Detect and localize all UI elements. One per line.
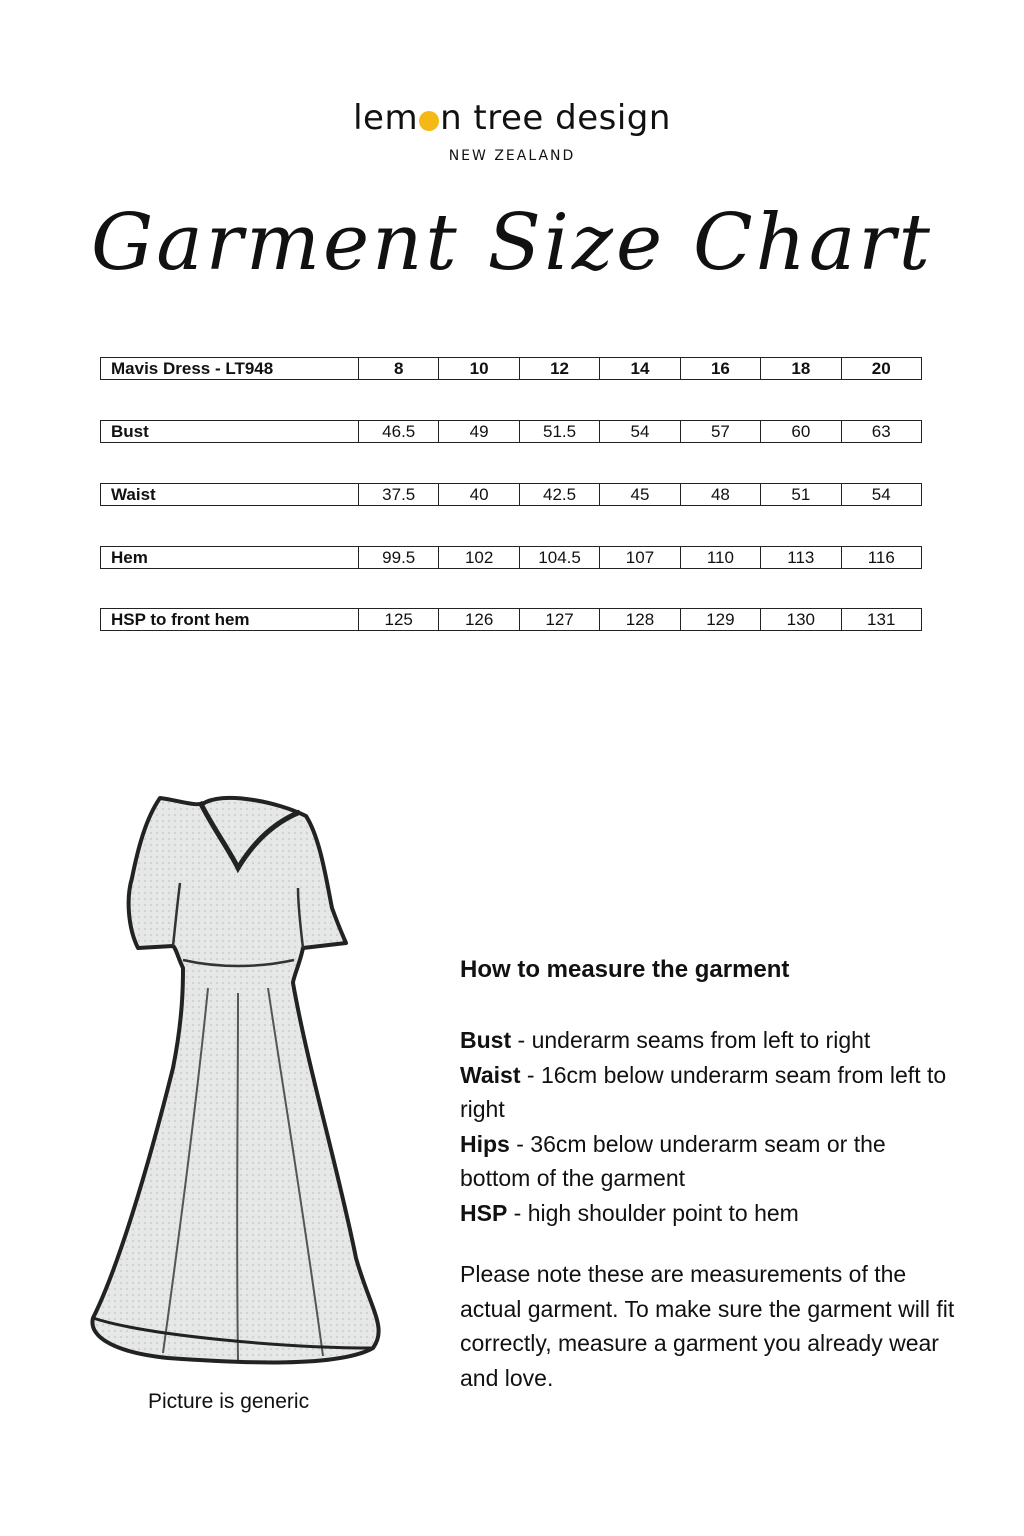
value-cell: 46.5 [359, 421, 439, 442]
section-heading: How to measure the garment [460, 956, 790, 983]
definition-list [460, 1023, 960, 1230]
size-cell: 18 [761, 358, 841, 379]
value-cell: 45 [600, 484, 680, 505]
definition-bust: Bust - underarm seams from left to right [460, 1027, 871, 1053]
value-cell: 51 [761, 484, 841, 505]
lemon-dot-icon [419, 111, 439, 131]
value-cell: 104.5 [520, 547, 600, 568]
value-cell: 127 [520, 609, 600, 630]
size-cell: 16 [681, 358, 761, 379]
dress-illustration-icon [88, 788, 388, 1368]
value-cell: 54 [600, 421, 680, 442]
value-cell: 110 [681, 547, 761, 568]
value-cell: 107 [600, 547, 680, 568]
value-cell: 42.5 [520, 484, 600, 505]
value-cell: 102 [439, 547, 519, 568]
value-cell: 99.5 [359, 547, 439, 568]
size-cell: 14 [600, 358, 680, 379]
value-cell: 48 [681, 484, 761, 505]
definition-hsp: HSP - high shoulder point to hem [460, 1199, 799, 1226]
value-cell: 51.5 [520, 421, 600, 442]
value-cell: 40 [439, 484, 519, 505]
size-cell: 12 [520, 358, 600, 379]
page-title: Garment Size Chart [90, 198, 934, 288]
value-cell: 116 [867, 548, 895, 567]
row-label: Waist [101, 484, 359, 505]
value-cell: 128 [600, 609, 680, 630]
brand-name-part1: lem [353, 98, 419, 138]
size-cell: 10 [439, 358, 519, 379]
brand-country: NEW ZEALAND [448, 148, 576, 164]
size-cell: 8 [359, 358, 439, 379]
value-cell: 49 [439, 421, 519, 442]
definition-hips: Hips - 36cm below underarm seam or the bottom of the garment [460, 1130, 886, 1191]
table-row-waist [100, 483, 922, 506]
value-cell: 57 [681, 421, 761, 442]
size-cell: 20 [871, 359, 891, 378]
value-cell: 113 [761, 547, 841, 568]
value-cell: 63 [871, 422, 891, 441]
table-row-hem [100, 546, 922, 569]
how-to-measure-section [460, 952, 960, 1395]
row-label: HSP to front hem [101, 609, 359, 630]
value-cell: 126 [439, 609, 519, 630]
brand-name-part2: n tree design [440, 98, 671, 138]
value-cell: 54 [871, 485, 891, 504]
value-cell: 129 [681, 609, 761, 630]
value-cell: 60 [761, 421, 841, 442]
row-label: Hem [101, 547, 359, 568]
value-cell: 130 [761, 609, 841, 630]
product-name: Mavis Dress - LT948 [101, 358, 359, 379]
value-cell: 125 [359, 609, 439, 630]
table-row-bust [100, 420, 922, 443]
table-row-hsp [100, 608, 922, 631]
value-cell: 37.5 [359, 484, 439, 505]
brand-logo [0, 98, 1024, 138]
table-header-row [100, 357, 922, 380]
value-cell: 131 [867, 610, 896, 629]
definition-waist: Waist - 16cm below underarm seam from left to right [460, 1061, 947, 1122]
illustration-caption: Picture is generic [148, 1390, 310, 1413]
row-label: Bust [101, 421, 359, 442]
measurement-note: Please note these are measurements of the actual garment. To make sure the garment will fit correctly, measure a garment you already wear and love. [460, 1261, 955, 1391]
